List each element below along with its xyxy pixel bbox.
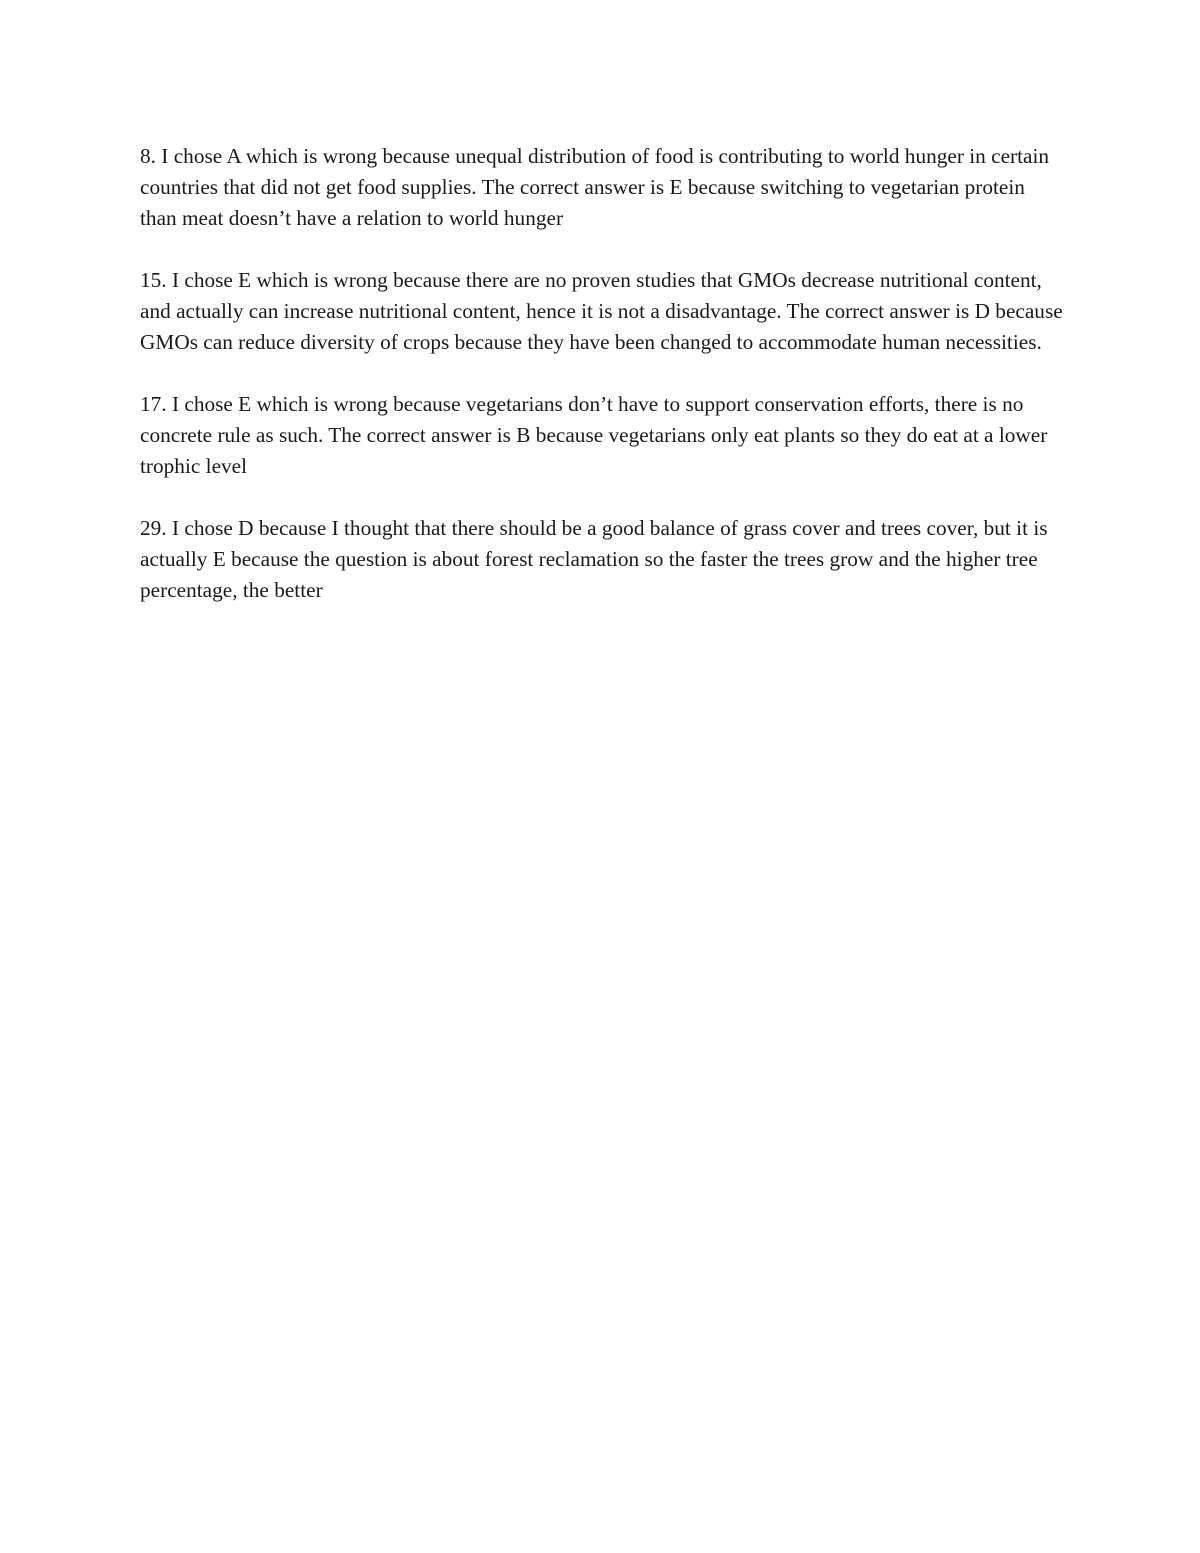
document-body xyxy=(140,141,1065,637)
answer-explanation-q8: 8. I chose A which is wrong because unequal distribution of food is contributing to world hunger in certain countries that did not get food supplies. The correct answer is E because switching to vegetarian protein than meat doesn’t have a relation to world hunger xyxy=(140,144,1050,230)
answer-explanation-q29: 29. I chose D because I thought that there should be a good balance of grass cover and trees cover, but it is actually E because the question is about forest reclamation so the faster the trees grow and the higher tree percentage, the better xyxy=(140,516,1048,602)
answer-explanation-q15: 15. I chose E which is wrong because there are no proven studies that GMOs decrease nutritional content, and actually can increase nutritional content, hence it is not a disadvantage. The correct answer is D because GMOs can reduce diversity of crops because they have been changed to accommodate human necessities. xyxy=(140,268,1063,354)
answer-explanation-q17: 17. I chose E which is wrong because vegetarians don’t have to support conservation efforts, there is no concrete rule as such. The correct answer is B because vegetarians only eat plants so they do eat at a lower trophic level xyxy=(140,392,1048,478)
